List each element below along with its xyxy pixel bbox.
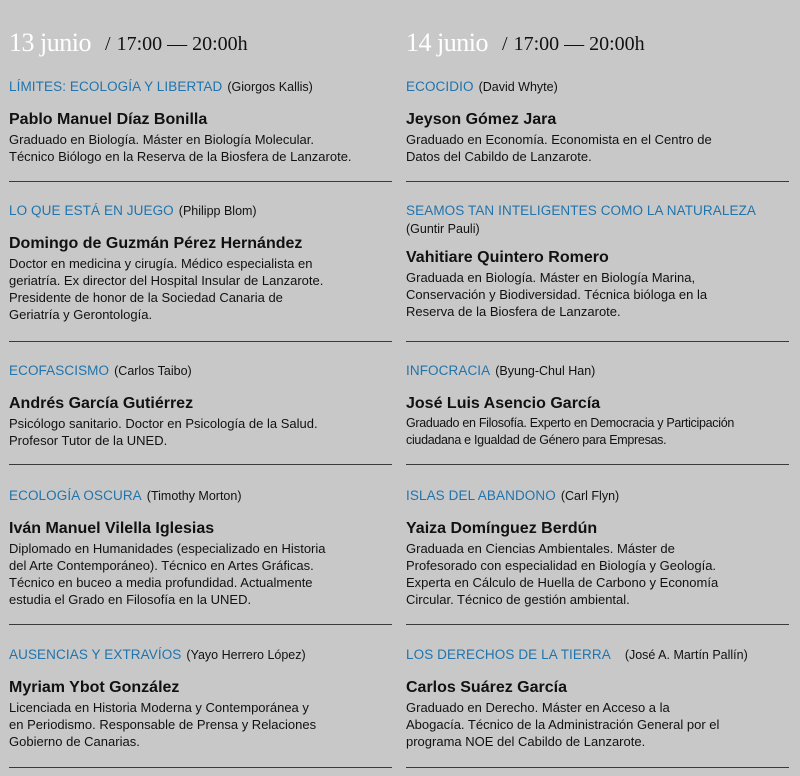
session-topic: LO QUE ESTÁ EN JUEGO — [9, 203, 174, 218]
session-author: (Giorgos Kallis) — [227, 80, 313, 94]
session-topic: AUSENCIAS Y EXTRAVÍOS — [9, 647, 182, 662]
speaker-name: Domingo de Guzmán Pérez Hernández — [9, 235, 303, 252]
speaker-bio — [406, 415, 789, 449]
bio-line: Geriatría y Gerontología. — [9, 307, 153, 322]
bio-line: Profesor Tutor de la UNED. — [9, 433, 168, 448]
bio-line: Datos del Cabildo de Lanzarote. — [406, 149, 592, 164]
day-header — [9, 0, 392, 70]
bio-line: Graduada en Ciencias Ambientales. Máster de — [406, 541, 675, 556]
speaker-bio — [406, 131, 789, 165]
divider — [9, 767, 392, 768]
speaker-name: Yaiza Domínguez Berdún — [406, 520, 598, 537]
speaker-name: Carlos Suárez García — [406, 679, 567, 696]
day-label: 13 junio — [9, 28, 91, 57]
bio-line: Presidente de honor de la Sociedad Canaria de — [9, 290, 283, 305]
bio-line: Psicólogo sanitario. Doctor en Psicología de la Salud. — [9, 416, 318, 431]
bio-line: Graduado en Biología. Máster en Biología Molecular. — [9, 132, 314, 147]
session-1 — [9, 70, 392, 182]
bio-line: Gobierno de Canarias. — [9, 734, 140, 749]
session-2 — [9, 182, 392, 342]
bio-line: Graduado en Filosofía. Experto en Democracia y Participación — [406, 416, 735, 430]
session-3 — [9, 342, 392, 465]
day-column-14 — [406, 0, 789, 749]
bio-line: Profesorado con especialidad en Biología y Geología. — [406, 558, 717, 573]
speaker-name: Andrés García Gutiérrez — [9, 395, 194, 412]
session-3 — [406, 342, 789, 465]
day-column-13 — [9, 0, 392, 749]
session-topic: LÍMITES: ECOLOGÍA Y LIBERTAD — [9, 79, 223, 94]
session-author: (Timothy Morton) — [146, 489, 242, 503]
day-header — [406, 0, 789, 70]
bio-line: Licenciada en Historia Moderna y Contemporánea y — [9, 700, 309, 715]
speaker-bio — [9, 540, 392, 608]
speaker-bio — [9, 699, 392, 750]
session-4 — [406, 465, 789, 625]
bio-line: geriatría. Ex director del Hospital Insular de Lanzarote. — [9, 273, 324, 288]
session-5 — [9, 625, 392, 768]
bio-line: Experta en Cálculo de Huella de Carbono y Economía — [406, 575, 719, 590]
session-author: (José A. Martín Pallín) — [624, 648, 748, 662]
session-topic: ECOLOGÍA OSCURA — [9, 488, 142, 503]
time-value: 17:00 — 20:00h — [513, 33, 645, 55]
session-4 — [9, 465, 392, 625]
speaker-bio — [406, 699, 789, 750]
bio-line: estudia el Grado en Filosofía en la UNED. — [9, 592, 252, 607]
bio-line: Circular. Técnico de gestión ambiental. — [406, 592, 630, 607]
bio-line: Graduada en Biología. Máster en Biología Marina, — [406, 270, 696, 285]
speaker-bio — [9, 415, 392, 449]
session-author: (David Whyte) — [478, 80, 558, 94]
speaker-bio — [9, 131, 392, 165]
bio-line: Abogacía. Técnico de la Administración General por el — [406, 717, 720, 732]
session-2 — [406, 182, 789, 342]
session-topic: ECOFASCISMO — [9, 363, 110, 378]
speaker-name: Myriam Ybot González — [9, 679, 180, 696]
bio-line: del Arte Contemporáneo). Técnico en Artes Gráficas. — [9, 558, 314, 573]
session-topic: INFOCRACIA — [406, 363, 491, 378]
session-1 — [406, 70, 789, 182]
time-label: / 17:00 — 20:00h — [105, 33, 248, 55]
session-topic: LOS DERECHOS DE LA TIERRA — [406, 647, 611, 662]
session-author: (Carlos Taibo) — [114, 364, 192, 378]
time-label: / 17:00 — 20:00h — [502, 33, 645, 55]
speaker-name: Vahitiare Quintero Romero — [406, 249, 609, 266]
session-topic: ECOCIDIO — [406, 79, 474, 94]
session-author: (Byung-Chul Han) — [495, 364, 596, 378]
bio-line: Conservación y Biodiversidad. Técnica bióloga en la — [406, 287, 708, 302]
speaker-name: José Luis Asencio García — [406, 395, 601, 412]
session-author: (Yayo Herrero López) — [186, 648, 306, 662]
bio-line: Graduado en Economía. Economista en el Centro de — [406, 132, 712, 147]
bio-line: ciudadana e Igualdad de Género para Empresas. — [406, 433, 667, 447]
time-value: 17:00 — 20:00h — [116, 33, 248, 55]
speaker-name: Iván Manuel Vilella Iglesias — [9, 520, 215, 537]
bio-line: programa NOE del Cabildo de Lanzarote. — [406, 734, 646, 749]
speaker-bio — [406, 269, 789, 320]
session-author: (Carl Flyn) — [560, 489, 620, 503]
bio-line: en Periodismo. Responsable de Prensa y Relaciones — [9, 717, 317, 732]
session-topic: SEAMOS TAN INTELIGENTES COMO LA NATURALEZA — [406, 203, 757, 218]
session-author: (Philipp Blom) — [178, 204, 257, 218]
speaker-bio — [406, 540, 789, 608]
bio-line: Graduado en Derecho. Máster en Acceso a la — [406, 700, 670, 715]
day-label: 14 junio — [406, 28, 488, 57]
session-5 — [406, 625, 789, 768]
bio-line: Diplomado en Humanidades (especializado en Historia — [9, 541, 326, 556]
speaker-bio — [9, 255, 392, 323]
speaker-name: Pablo Manuel Díaz Bonilla — [9, 111, 208, 128]
bio-line: Técnico en buceo a media profundidad. Actualmente — [9, 575, 313, 590]
bio-line: Reserva de la Biosfera de Lanzarote. — [406, 304, 621, 319]
session-author: (Guntir Pauli) — [406, 222, 480, 236]
divider — [406, 767, 789, 768]
session-topic: ISLAS DEL ABANDONO — [406, 488, 556, 503]
bio-line: Técnico Biólogo en la Reserva de la Biosfera de Lanzarote. — [9, 149, 352, 164]
speaker-name: Jeyson Gómez Jara — [406, 111, 557, 128]
bio-line: Doctor en medicina y cirugía. Médico especialista en — [9, 256, 313, 271]
